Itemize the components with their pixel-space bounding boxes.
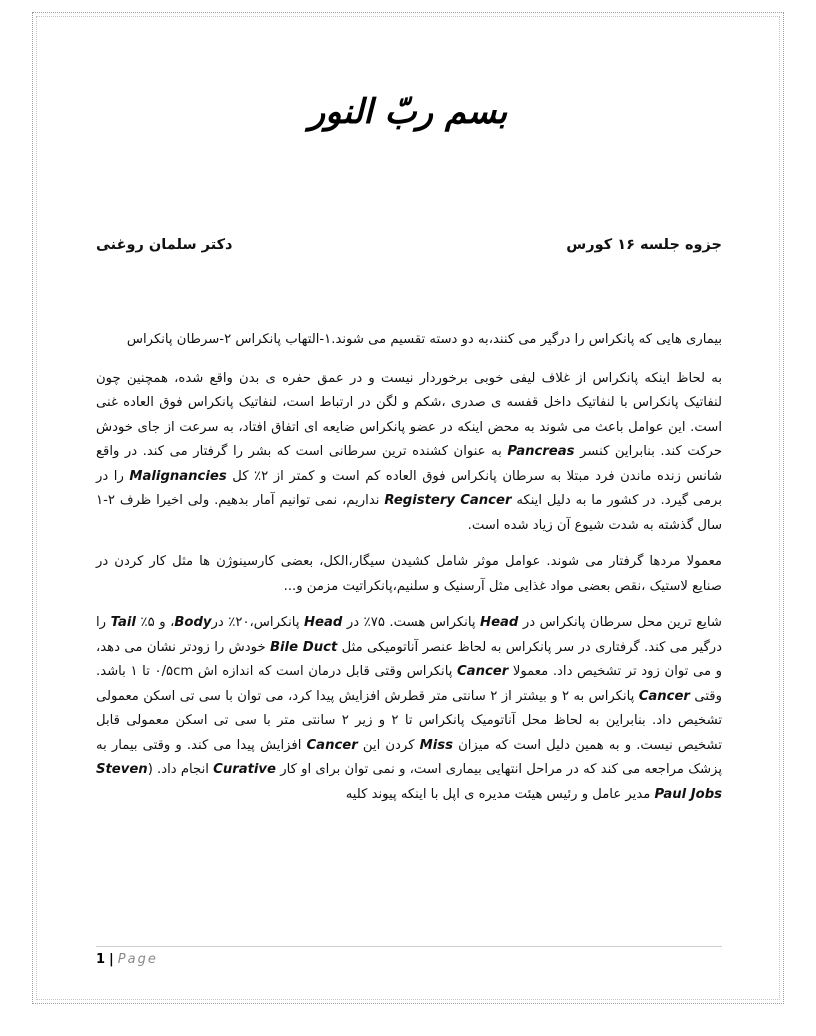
document-body	[96, 328, 722, 819]
text-run: افزایش پیدا می کند. و وقتی بیمار به پزشک مراجعه می کند که در مراحل انتهایی بیماری است، و نمی توان برای او کار	[96, 737, 722, 777]
text-run: شایع ترین محل سرطان پانکراس در	[518, 615, 722, 630]
latin-term: Head	[480, 615, 519, 630]
latin-term: Malignancies	[129, 468, 227, 484]
latin-term: Registery Cancer	[384, 493, 512, 508]
text-run: پانکراس به ۲ و بیشتر از ۲ سانتی متر قطرش افزایش پیدا کرد، می توان با سی تی اسکن معمولی تشخیص داد. بنابراین به لحاظ محل آناتومیک پانکراس تا ۲ و زیر ۲ سانتی متر با سی تی اسکن معمولی قابل تشخیص نیست. و به همین دلیل است که میزان	[96, 688, 723, 753]
text-run: معمولا مردها گرفتار می شوند. عوامل موثر شامل کشیدن سیگار،الکل، بعضی کارسینوژن ها مثل کار کردن در صنایع لاستیک ،نقص بعضی مواد غذایی مثل آرسنیک و سلنیم،پانکراتیت مزمن و...	[96, 554, 722, 594]
page-footer	[96, 952, 158, 967]
text-run: را درگیر می کند. گرفتاری در سر پانکراس به لحاظ عنصر آناتومیکی مثل	[96, 615, 723, 655]
latin-term: Pancreas	[507, 444, 575, 459]
text-run: نداریم، نمی توانیم آمار بدهیم. ولی اخیرا ظرف ۲-۱ سال گذشته به شدت شیوع آن زیاد شده است.	[96, 493, 722, 533]
footer-separator: |	[109, 952, 114, 967]
document-title: بسم ربّ النور	[308, 92, 508, 132]
text-run: بیماری هایی که پانکراس را درگیر می کنند،به دو دسته تقسیم می شوند.۱-التهاب پانکراس ۲-سرطان پانکراس	[126, 332, 722, 347]
document-header	[96, 237, 722, 261]
latin-term: Curative	[213, 762, 276, 777]
latin-term: Head	[304, 615, 343, 630]
latin-term: Body	[174, 615, 212, 630]
latin-term: Cancer	[457, 664, 509, 679]
text-run: به لحاظ اینکه پانکراس از غلاف لیفی خوبی برخوردار نیست و در عمق حفره ی بدن واقع شده، همچنین چون لنفاتیک پانکراس با لنفاتیک داخل قفسه ی صدری ،شکم و لگن در ارتباط است، لنفاتیک پانکراس فوق العاده غنی است. این عوامل باعث می شوند به محض اینکه در عضو پانکراس ضایعه ای اتفاق افتاد، به سرعت از جای خودش حرکت کند. بنابراین کنسر	[96, 370, 722, 459]
text-run: انجام داد. (	[147, 762, 214, 777]
latin-term: Cancer	[306, 737, 358, 753]
page-number: 1	[96, 952, 106, 967]
course-title: جزوه جلسه ۱۶ کورس	[566, 237, 722, 253]
paragraph	[96, 550, 722, 599]
paragraph	[96, 611, 722, 807]
latin-term: Tail	[110, 615, 136, 630]
text-run: به عنوان کشنده ترین سرطانی است که بشر را گرفتار می کند. در واقع شانس زنده ماندن فرد مبتلا به سرطان پانکراس فوق العاده کم است و کمتر از ۲٪ کل	[96, 444, 722, 484]
text-run: مدیر عامل و رئیس هیئت مدیره ی اپل با اینکه پیوند کلیه	[345, 786, 655, 802]
latin-term: Bile Duct	[269, 639, 338, 655]
paragraph	[96, 367, 722, 539]
text-run: را در برمی گیرد. در کشور ما به دلیل اینکه	[96, 468, 722, 508]
author-name: دکتر سلمان روغنی	[96, 237, 233, 253]
text-run: پانکراس هست. ۷۵٪ در	[342, 615, 481, 630]
page-label: Page	[117, 952, 158, 967]
paragraph	[96, 328, 722, 353]
latin-term: Cancer	[638, 688, 690, 704]
text-run: ، و ۵٪	[135, 615, 175, 630]
text-run: کردن این	[357, 737, 420, 753]
latin-term: Miss	[419, 737, 453, 753]
text-run: خودش را زودتر نشان می دهد، و می توان زود تر تشخیص داد. معمولا	[96, 639, 723, 679]
latin-term: Steven Paul Jobs	[96, 762, 722, 802]
footer-divider	[96, 946, 722, 947]
text-run: پانکراس وقتی قابل درمان است که اندازه اش ۰/۵cm تا ۱ باشد. وقتی	[96, 664, 722, 704]
text-run: پانکراس،۲۰٪ در	[211, 615, 305, 630]
